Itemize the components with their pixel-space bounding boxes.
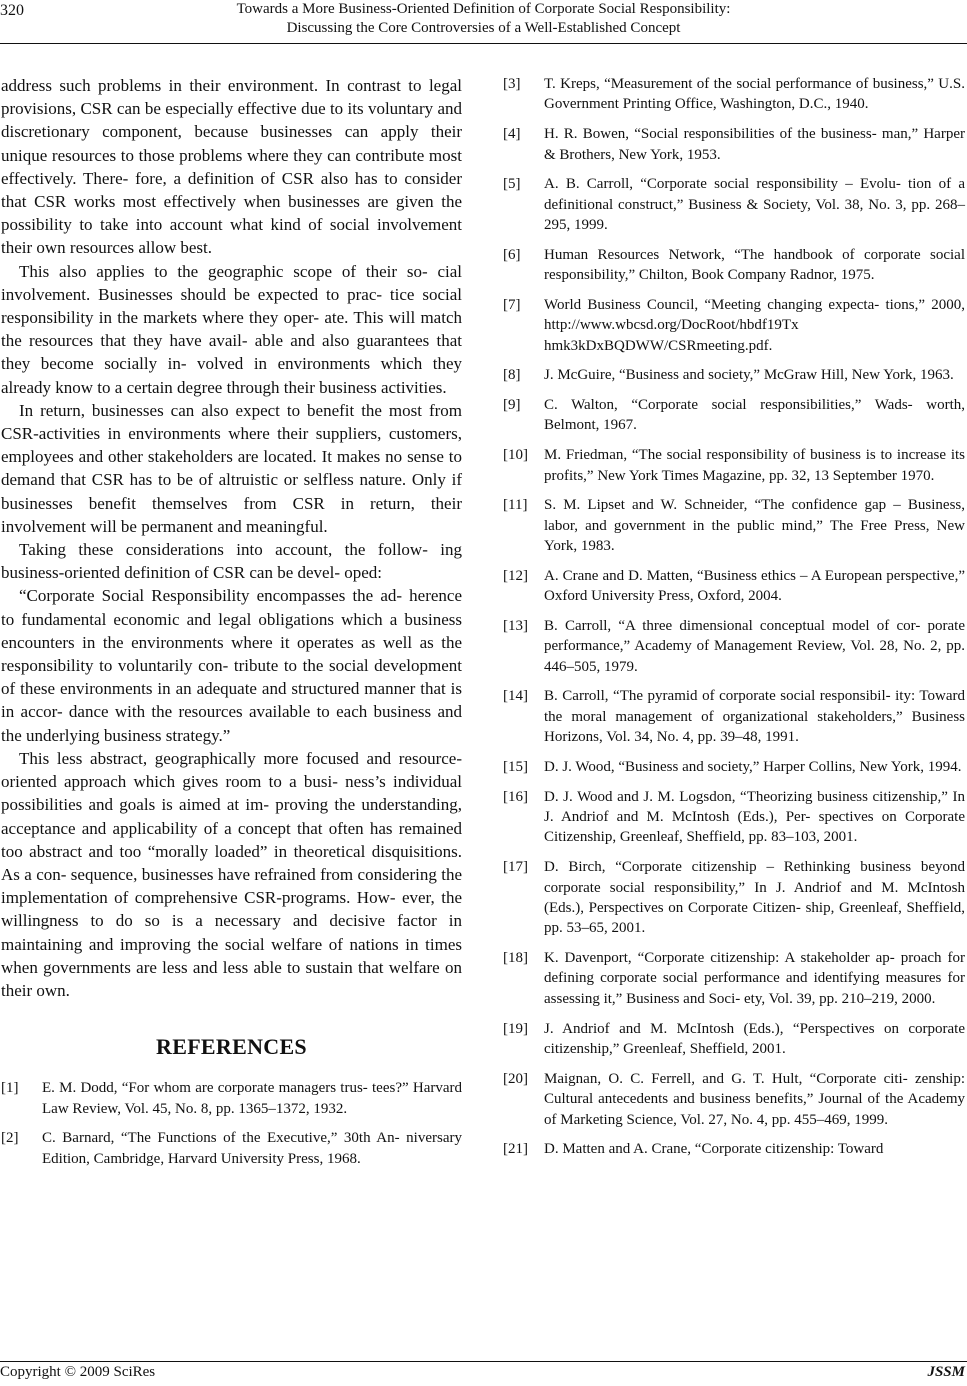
footer-rule [0,1361,967,1362]
reference-text: H. R. Bowen, “Social responsibilities of the business- man,” Harper & Brothers, New York, 1953. [544,126,965,163]
references-heading: REFERENCES [156,1034,307,1060]
reference-list-left [1,1078,462,1169]
reference-item [503,124,965,165]
reference-number: [19] [503,1020,528,1037]
reference-list-right [503,74,965,1160]
reference-item [503,1139,965,1159]
reference-item [503,1019,965,1060]
reference-number: [13] [503,617,528,634]
reference-item [503,295,965,356]
footer-journal: JSSM [927,1364,965,1380]
page-number: 320 [0,2,24,19]
footer-copyright: Copyright © 2009 SciRes [0,1364,156,1380]
reference-item [503,857,965,939]
right-column [503,74,965,1169]
reference-number: [11] [503,497,528,514]
reference-item [503,245,965,286]
reference-number: [9] [503,397,521,414]
running-header [0,0,967,38]
reference-text: S. M. Lipset and W. Schneider, “The confidence gap – Business, labor, and government in the public mind,” The Free Press, New York, 1983. [544,497,965,555]
reference-text: B. Carroll, “The pyramid of corporate social responsibil- ity: Toward the moral management of organizational stakeholders,” Business Horizons, Vol. 34, No. 4, pp. 39–48, 1991. [544,688,965,746]
body-paragraph: In return, businesses can also expect to benefit the most from CSR-activities in environments where their suppliers, customers, employees and other stakeholders are located. It makes no sense to demand that CSR has to be of altruistic or selfless nature. Only if businesses benefit themselves from CSR in return, their involvement will be permanent and meaningful. [1,400,462,536]
reference-text: E. M. Dodd, “For whom are corporate managers trus- tees?” Harvard Law Review, Vol. 45, No. 8, pp. 1365–1372, 1932. [42,1080,462,1117]
reference-number: [2] [1,1130,19,1147]
reference-number: [20] [503,1070,528,1087]
reference-number: [14] [503,688,528,705]
reference-item [503,1069,965,1130]
running-header-line2: Discussing the Core Controversies of a Well-Established Concept [286,20,681,36]
reference-item [503,566,965,607]
reference-text: D. Birch, “Corporate citizenship – Rethinking business beyond corporate social responsibility,” In J. Andriof and M. McIntosh (Eds.), Perspectives on Corporate Citizen- ship, Greenleaf, Sheffield, pp. 53–65, 2001. [544,859,965,937]
reference-item [1,1128,462,1169]
reference-item [503,445,965,486]
reference-number: [3] [503,76,521,92]
reference-item [503,787,965,848]
reference-number: [4] [503,126,521,143]
reference-item [503,616,965,677]
reference-item [503,74,965,115]
reference-item [1,1078,462,1119]
reference-number: [10] [503,447,528,464]
reference-text: K. Davenport, “Corporate citizenship: A stakeholder ap- proach for defining corporate social performance and identifying measures for assessing it,” Business and Soci- ety, Vol. 39, pp. 210–219, 2000. [544,950,965,1007]
running-header-line1: Towards a More Business-Oriented Definition of Corporate Social Responsibility: [236,1,731,17]
reference-item [503,395,965,436]
reference-item [503,757,965,777]
reference-text: D. Matten and A. Crane, “Corporate citizenship: Toward [544,1141,884,1158]
reference-number: [1] [1,1080,19,1097]
reference-item [503,948,965,1009]
reference-text: D. J. Wood and J. M. Logsdon, “Theorizing business citizenship,” In J. Andriof and M. McIntosh (Eds.), Per- spectives on Corporate Citizenship, Greenleaf, Sheffield, pp. 83–103, 2001. [544,788,965,846]
reference-number: [7] [503,296,521,313]
reference-text: J. Andriof and M. McIntosh (Eds.), “Perspectives on corporate citizenship,” Greenleaf, Sheffield, 2001. [544,1020,965,1057]
reference-text: D. J. Wood, “Business and society,” Harper Collins, New York, 1994. [544,758,962,775]
reference-number: [21] [503,1141,528,1158]
reference-item [503,174,965,235]
reference-number: [16] [503,788,528,805]
body-paragraph: Taking these considerations into account, the follow- ing business-oriented definition of CSR can be devel- oped: [1,540,462,583]
body-paragraph: This also applies to the geographic scope of their so- cial involvement. Businesses should be expected to prac- tice social responsibility in the markets where they oper- ate. This will match the resources that they have avail- able and also guarantees that they become socially in- volved in environments which they already know to a certain degree through their business activities. [1,261,462,397]
left-column [1,74,462,1178]
reference-number: [12] [503,567,528,584]
header-rule [0,43,967,44]
reference-text: C. Barnard, “The Functions of the Executive,” 30th An- niversary Edition, Cambridge, Harvard University Press, 1968. [42,1130,462,1167]
reference-number: [17] [503,859,528,876]
reference-text: World Business Council, “Meeting changing expecta- tions,” 2000, http://www.wbcsd.org/DocRoot/hbdf19Tx hmk3kDxBQDWW/CSRmeeting.pdf. [544,296,965,354]
reference-item [503,495,965,556]
reference-text: T. Kreps, “Measurement of the social performance of business,” U.S. Government Printing Office, Washington, D.C., 1940. [544,76,965,113]
reference-text: Human Resources Network, “The handbook of corporate social responsibility,” Chilton, Book Company Radnor, 1975. [544,246,965,284]
body-paragraph: address such problems in their environment. In contrast to legal provisions, CSR can be especially effective due to its voluntary and discretionary component, because businesses can apply their unique resources to those problems where they can contribute most effectively. There- fore, a definition of CSR also has to consider that CSR works most effectively when businesses are given the possibility to take into account what kind of social involvement their own resources allow best. [1,76,462,258]
body-paragraph: This less abstract, geographically more focused and resource-oriented approach which gives room to a busi- ness’s individual possibilities and goals is aimed at im- proving the understanding, acceptance and applicability of a concept that often has remained too abstract and too “morally loaded” in theoretical disquisitions. As a con- sequence, businesses have refrained from considering the implementation of comprehensive CSR-programs. How- ever, the willingness to do so is a necessary and decisive factor in maintaining and improving the social welfare of nations in times when governments are less and less able to sustain that welfare on their own. [1,748,462,1000]
reference-text: J. McGuire, “Business and society,” McGraw Hill, New York, 1963. [544,367,954,384]
reference-number: [15] [503,758,528,775]
reference-text: A. Crane and D. Matten, “Business ethics – A European perspective,” Oxford University Press, Oxford, 2004. [544,567,965,605]
reference-text: M. Friedman, “The social responsibility of business is to increase its profits,” New York Times Magazine, pp. 32, 13 September 1970. [544,447,965,484]
body-paragraph: “Corporate Social Responsibility encompasses the ad- herence to fundamental economic and legal obligations which a business encounters in the environments where it operates as well as the responsibility to voluntarily con- tribute to the social development of these environments in an adequate and structured manner that is in accor- dance with the resources available to each business and the underlying business strategy.” [1,586,462,745]
reference-item [503,365,965,385]
reference-number: [5] [503,176,521,193]
reference-text: A. B. Carroll, “Corporate social responsibility – Evolu- tion of a definitional construct,” Business & Society, Vol. 38, No. 3, pp. 268–295, 1999. [544,176,965,234]
reference-number: [18] [503,950,528,967]
reference-text: C. Walton, “Corporate social responsibilities,” Wads- worth, Belmont, 1967. [544,397,965,434]
reference-item [503,686,965,747]
reference-text: B. Carroll, “A three dimensional conceptual model of cor- porate performance,” Academy of Management Review, Vol. 28, No. 2, pp. 446–505, 1979. [544,617,965,675]
reference-number: [8] [503,367,521,384]
reference-number: [6] [503,246,521,263]
reference-text: Maignan, O. C. Ferrell, and G. T. Hult, “Corporate citi- zenship: Cultural antecedents and business benefits,” Journal of the Academy of Marketing Science, Vol. 27, No. 4, pp. 455–469, 1999. [544,1070,965,1128]
